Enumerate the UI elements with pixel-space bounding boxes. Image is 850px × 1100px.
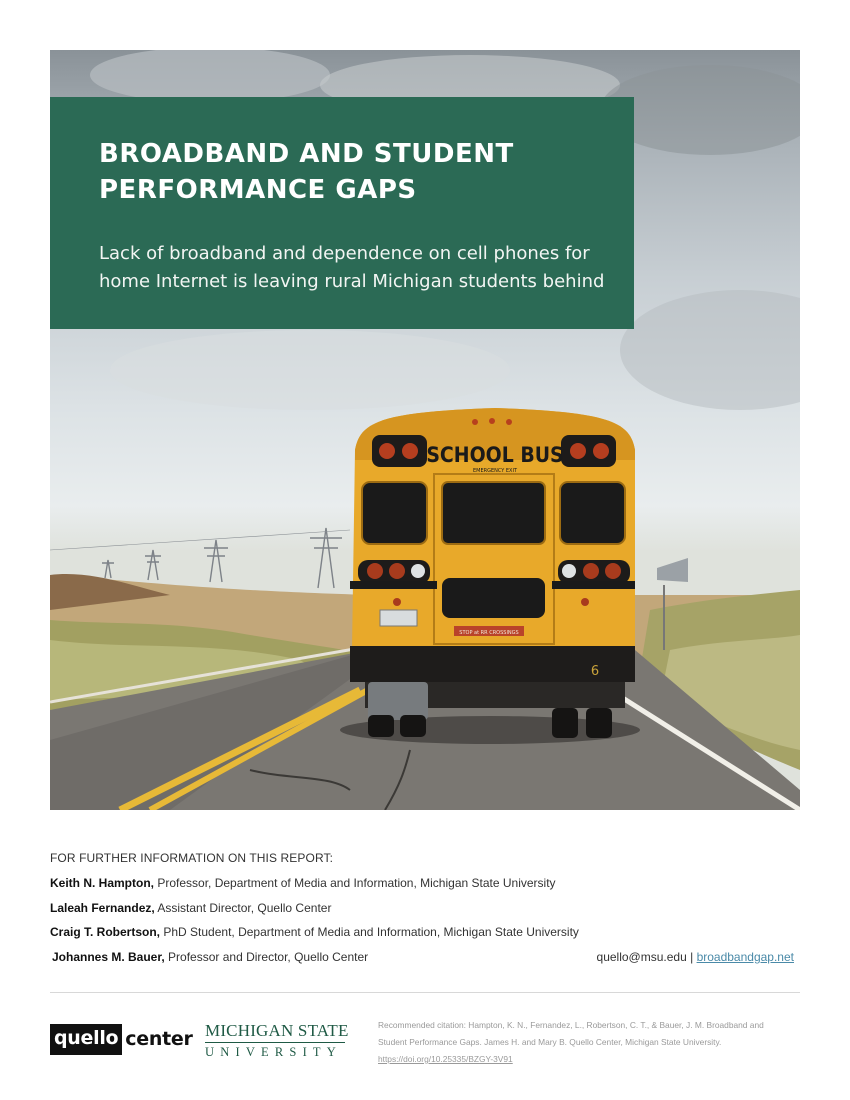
title-line-2: PERFORMANCE GAPS [99,175,417,205]
author-bauer [52,950,368,964]
author-name: Craig T. Robertson, [50,925,161,939]
subtitle-line-2: home Internet is leaving rural Michigan students behind [99,271,605,292]
report-title [99,136,619,208]
title-panel [50,97,634,329]
author-robertson [50,925,579,939]
quello-center-logo [50,1022,193,1056]
recommended-citation [378,1017,798,1068]
bus-number: 6 [590,664,600,679]
website-link[interactable]: broadbandgap.net [696,950,794,964]
subtitle-line-1: Lack of broadband and dependence on cell phones for [99,243,590,264]
bus-sub-sign: EMERGENCY EXIT [472,468,518,474]
author-role: Assistant Director, Quello Center [157,901,332,915]
author-fernandez [50,901,331,915]
citation-line-2: Student Performance Gaps. James H. and Mary B. Quello Center, Michigan State University. [378,1037,722,1047]
report-subtitle [99,240,619,296]
divider [50,992,800,993]
bus-stop-label: STOP at RR CROSSINGS [459,630,519,636]
contact-email[interactable]: quello@msu.edu [596,950,687,964]
author-name: Laleah Fernandez, [50,901,155,915]
quello-logo-box: quello [50,1024,122,1055]
quello-logo-text: center [125,1028,193,1050]
citation-line-1: Recommended citation: Hampton, K. N., Fernandez, L., Robertson, C. T., & Bauer, J. M. Broadband and [378,1020,764,1030]
citation-doi-link[interactable]: https://doi.org/10.25335/BZGY-3V91 [378,1054,513,1064]
info-heading: FOR FURTHER INFORMATION ON THIS REPORT: [50,851,334,865]
bus-sign: SCHOOL BUS [426,443,564,467]
title-line-1: BROADBAND AND STUDENT [99,139,514,169]
author-name: Johannes M. Bauer, [52,950,165,964]
msu-logo [205,1022,347,1059]
author-hampton [50,876,556,890]
author-name: Keith N. Hampton, [50,876,154,890]
author-role: Professor and Director, Quello Center [168,950,369,964]
school-bus [340,408,640,744]
msu-logo-rule [205,1042,345,1043]
contact-separator: | [690,950,694,964]
author-role: Professor, Department of Media and Information, Michigan State University [157,876,556,890]
msu-logo-bottom: UNIVERSITY [205,1045,342,1059]
contact-line [597,950,794,964]
msu-logo-top: MICHIGAN STATE [205,1021,349,1040]
author-role: PhD Student, Department of Media and Information, Michigan State University [163,925,579,939]
